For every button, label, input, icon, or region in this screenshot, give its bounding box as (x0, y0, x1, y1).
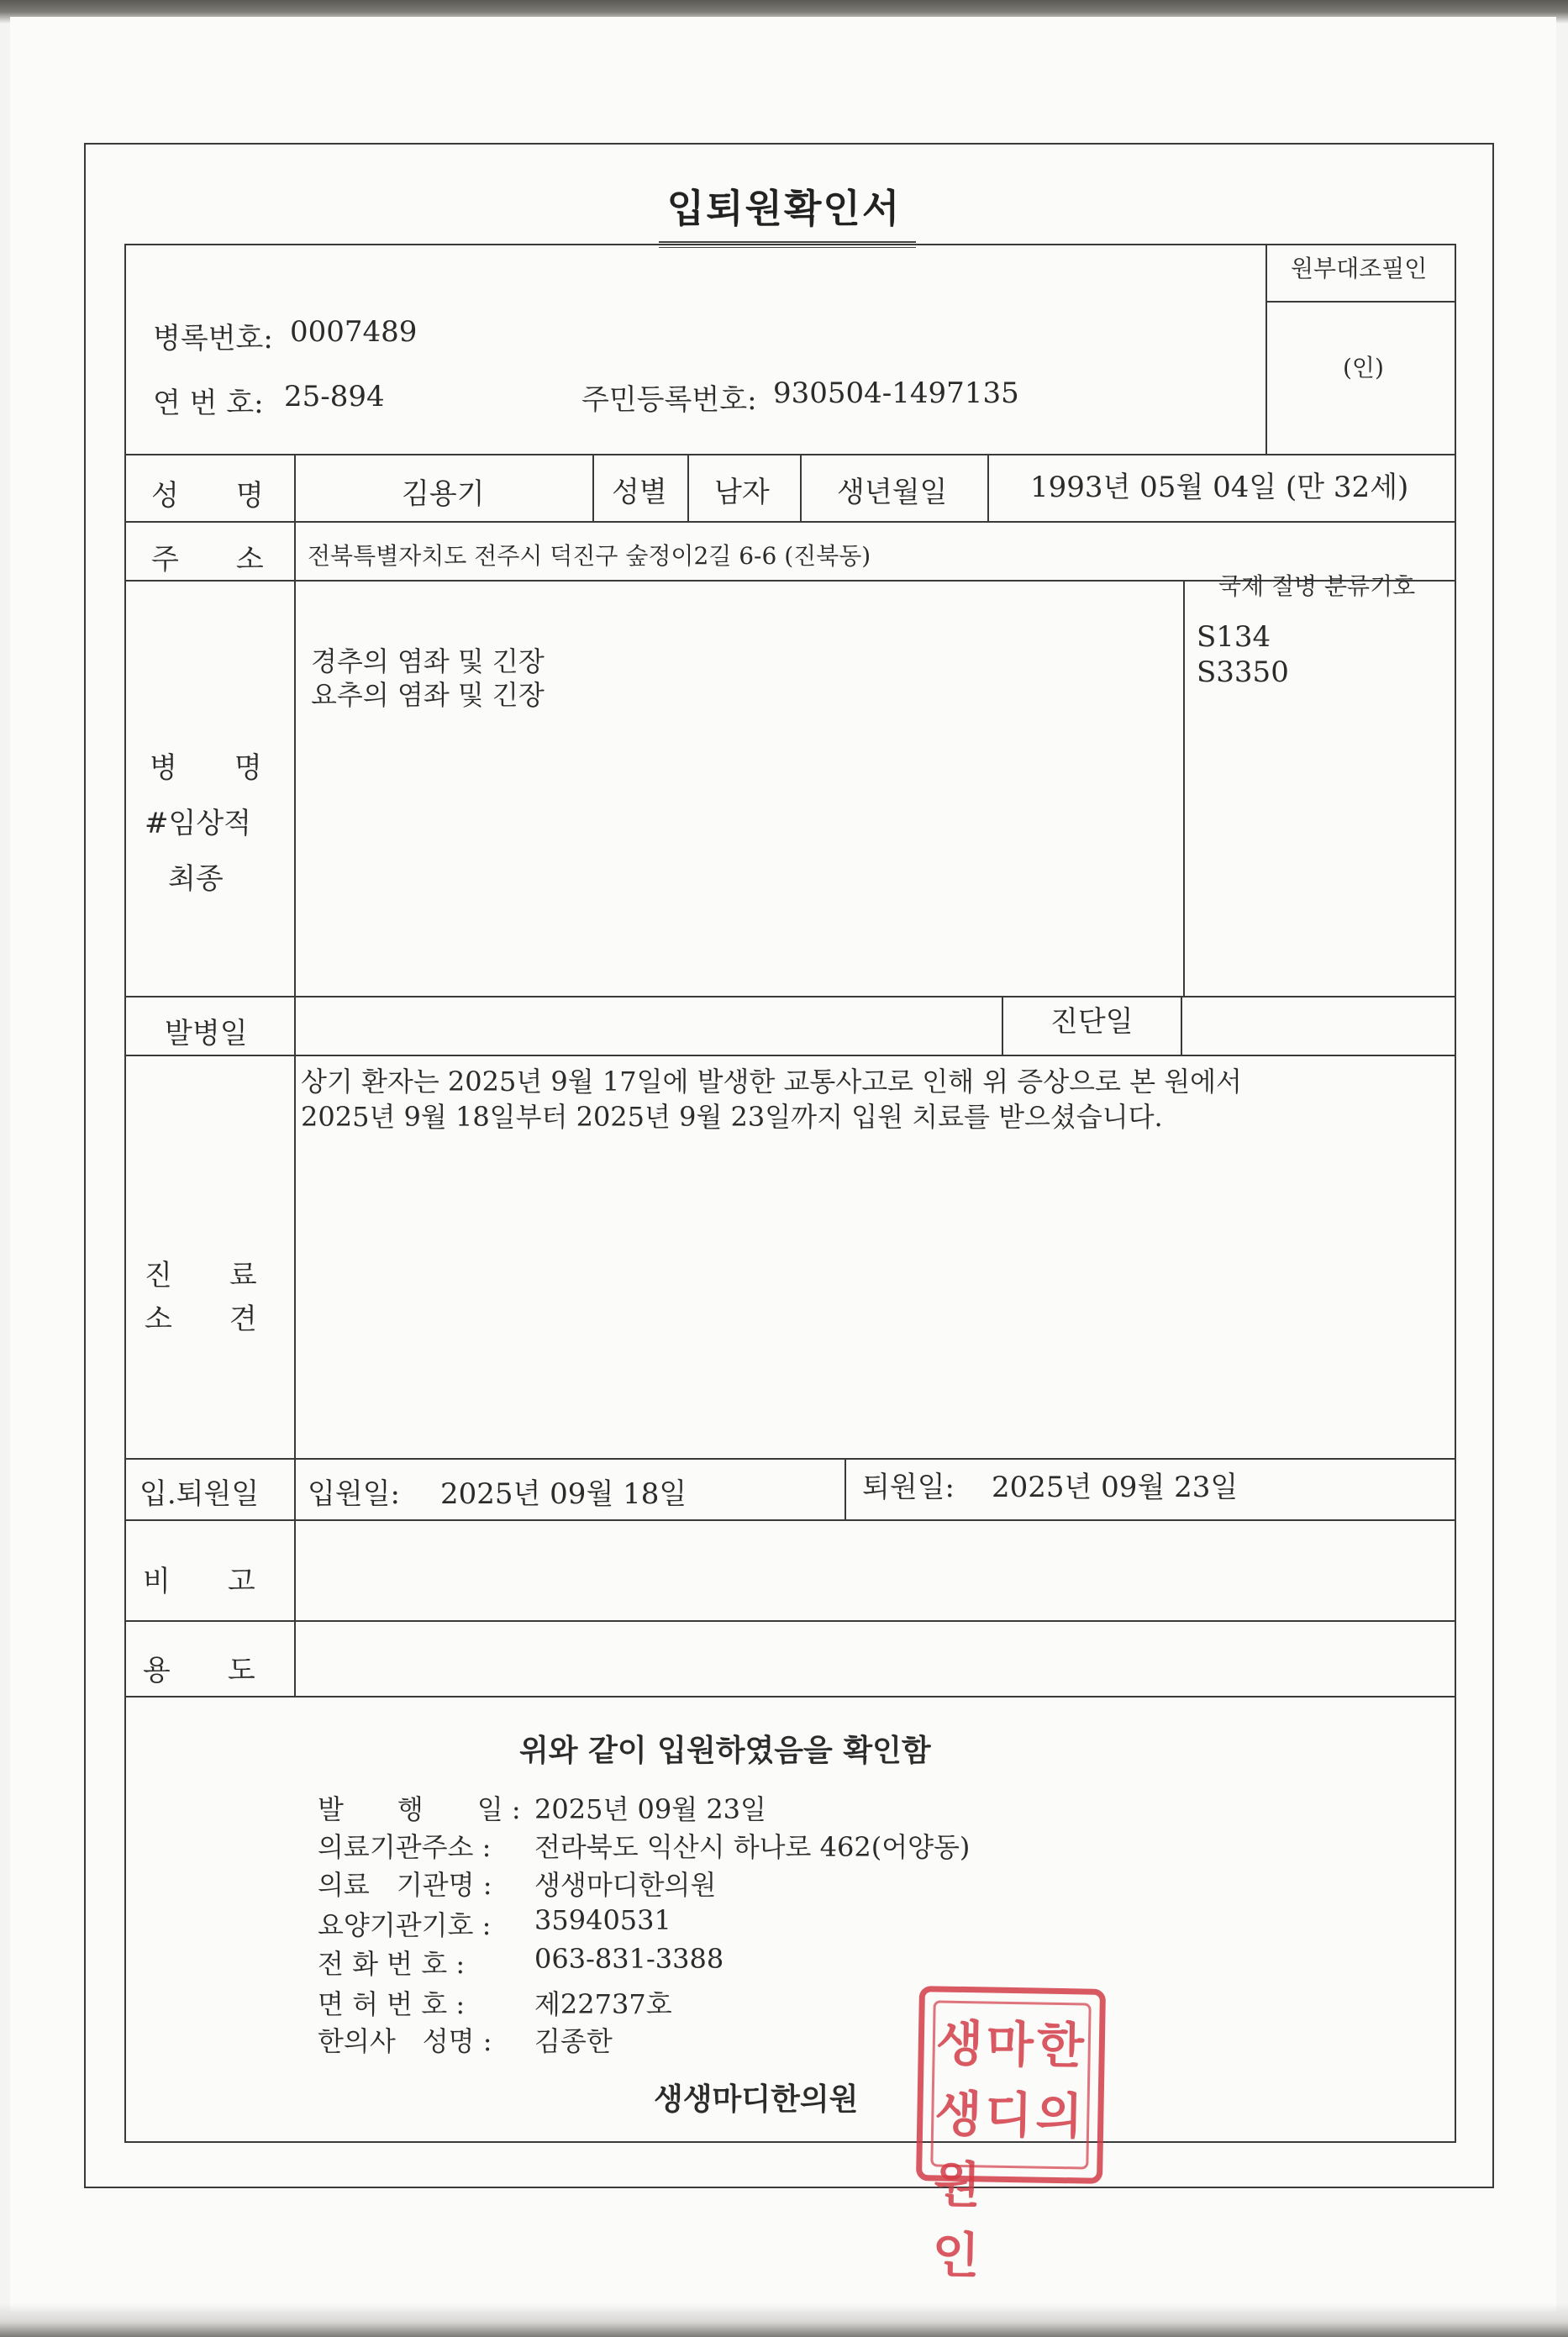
clinic-signature: 생생마디한의원 (654, 2082, 859, 2117)
discharge-divider (845, 1458, 846, 1519)
admit-date: 2025년 09월 18일 (440, 1477, 687, 1511)
disease-final-label: 최종 (168, 862, 224, 896)
doctor-name-label: 한의사 성명 : (318, 2025, 492, 2057)
diagnosis-value-divider (1181, 996, 1182, 1055)
phone-value: 063-831-3388 (534, 1943, 724, 1975)
seal-box-left-border (1265, 244, 1267, 454)
license-value: 제22737호 (534, 1988, 672, 2020)
opinion-label-1: 진 료 (145, 1259, 257, 1292)
care-code-value: 35940531 (534, 1904, 671, 1936)
clinic-name-value: 생생마디한의원 (534, 1869, 717, 1901)
seal-box-mark: (인) (1343, 354, 1384, 382)
icd-label: 국제 질병 분류기호 (1218, 572, 1416, 600)
purpose-label: 용 도 (143, 1654, 255, 1687)
sex-value: 남자 (714, 476, 770, 509)
seal-char: 마디 (984, 2015, 1034, 2145)
clinic-address-value: 전라북도 익산시 하나로 462(어양동) (534, 1831, 971, 1863)
birth-label-divider (800, 454, 802, 521)
row-divider-onset (124, 996, 1456, 997)
diagnosis-date-label: 진단일 (1050, 1005, 1134, 1039)
seal-char: 한의 (1034, 2016, 1085, 2145)
discharge-label: 퇴원일: (862, 1471, 955, 1504)
discharge-date: 2025년 09월 23일 (992, 1471, 1239, 1504)
seal-char (982, 2145, 1035, 2287)
birth-value-divider (987, 454, 989, 521)
phone-label: 전 화 번 호 : (318, 1948, 466, 1980)
row-divider-name (124, 454, 1456, 455)
row-divider-purpose (124, 1620, 1456, 1622)
row-divider-opinion (124, 1055, 1456, 1056)
remarks-label: 비 고 (143, 1565, 255, 1598)
address-value: 전북특별자치도 전주시 덕진구 숲정이2길 6-6 (진북동) (308, 542, 871, 570)
seal-char: 원인 (931, 2155, 981, 2285)
license-label: 면 허 번 호 : (318, 1988, 466, 2020)
row-divider-stay (124, 1458, 1456, 1460)
opinion-line-1: 상기 환자는 2025년 9월 17일에 발생한 교통사고로 인해 위 증상으로 본 원에서 (301, 1066, 1242, 1097)
row-divider-address (124, 521, 1456, 523)
row-divider-remarks (124, 1519, 1456, 1521)
sex-divider (687, 454, 689, 521)
address-label: 주 소 (151, 543, 264, 576)
issue-date-label: 발 행 일 : (318, 1793, 521, 1825)
document-title: 입퇴원확인서 (666, 186, 902, 231)
doctor-name-value: 김종한 (534, 2025, 613, 2057)
record-no-label: 병록번호: (153, 322, 273, 355)
sex-label: 성별 (612, 476, 667, 509)
icd-code-1: S134 (1197, 620, 1271, 654)
diagnosis-label-divider (1002, 996, 1003, 1055)
icd-code-2: S3350 (1197, 655, 1289, 689)
seal-char (1033, 2147, 1086, 2289)
name-label: 성 명 (151, 479, 264, 513)
opinion-line-2: 2025년 9월 18일부터 2025년 9월 23일까지 입원 치료를 받으셨습니다. (301, 1101, 1163, 1133)
seal-box-header: 원부대조필인 (1291, 255, 1428, 282)
seal-char: 생생 (934, 2014, 984, 2144)
icd-column-border (1183, 580, 1185, 996)
care-code-label: 요양기관기호 : (318, 1909, 492, 1941)
disease-label: 병 명 (150, 751, 262, 785)
label-column-border (294, 454, 296, 1696)
birth-value: 1993년 05월 04일 (만 32세) (1030, 471, 1409, 504)
row-divider-footer (124, 1696, 1456, 1697)
serial-value: 25-894 (284, 380, 385, 413)
seal-box-divider (1265, 301, 1456, 303)
serial-label: 연 번 호: (153, 387, 264, 420)
photo-bottom-edge (0, 2303, 1568, 2337)
disease-item-2: 요추의 염좌 및 긴장 (311, 679, 545, 711)
title-underline (659, 241, 916, 243)
stay-label: 입.퇴원일 (139, 1477, 260, 1511)
onset-label: 발병일 (165, 1017, 248, 1050)
issue-date-value: 2025년 09월 23일 (534, 1793, 766, 1825)
birth-label: 생년월일 (837, 476, 948, 509)
confirm-statement: 위와 같이 입원하였음을 확인함 (519, 1733, 931, 1768)
disease-item-1: 경추의 염좌 및 긴장 (311, 645, 545, 677)
resident-no-label: 주민등록번호: (581, 383, 757, 417)
seal-characters (931, 2003, 1087, 2285)
admit-label: 입원일: (308, 1477, 400, 1511)
name-value: 김용기 (402, 477, 485, 511)
clinic-seal-stamp (916, 1986, 1106, 2285)
opinion-label-2: 소 견 (145, 1303, 257, 1336)
clinic-address-label: 의료기관주소 : (318, 1831, 492, 1863)
clinic-name-label: 의료 기관명 : (318, 1869, 492, 1901)
disease-type-label: #임상적 (145, 807, 252, 840)
record-no-value: 0007489 (290, 315, 418, 349)
resident-no-value: 930504-1497135 (773, 376, 1019, 410)
name-sex-divider (592, 454, 594, 521)
